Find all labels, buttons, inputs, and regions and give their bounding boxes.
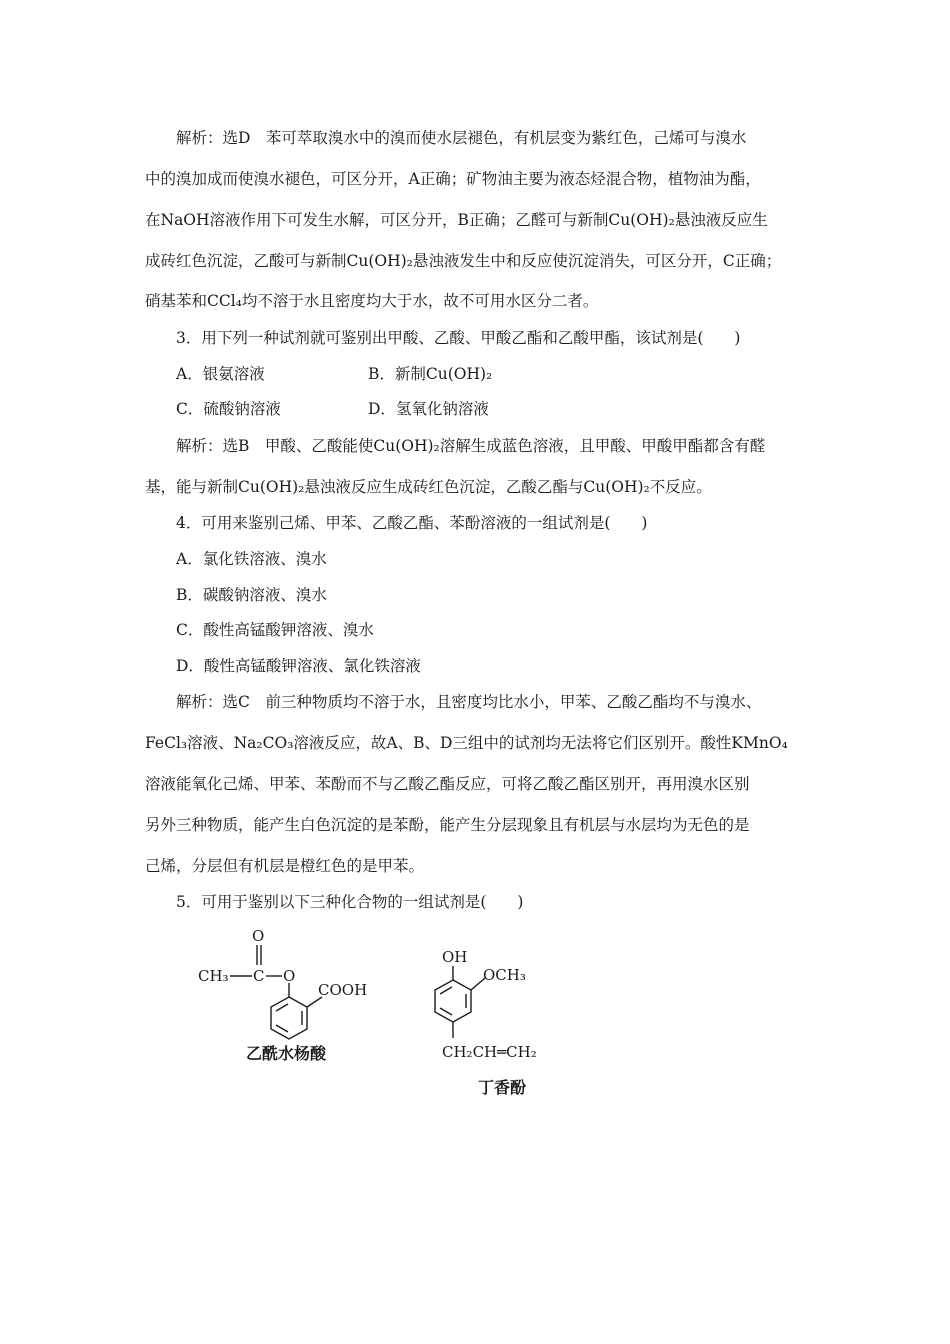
acetylsalicylic-acid-name: 乙酰水杨酸	[246, 1044, 327, 1063]
carboxyl-label: COOH	[318, 981, 368, 999]
analysis-q2-line-1: 解析：选D 苯可萃取溴水中的溴而使水层褪色，有机层变为紫红色，己烯可与溴水	[176, 129, 747, 147]
analysis-q2-line-4: 成砖红色沉淀，乙酸可与新制Cu(OH)₂悬浊液发生中和反应使沉淀消失，可区分开，C正确；	[145, 252, 782, 270]
analysis-q2-line-5: 硝基苯和CCl₄均不溶于水且密度均大于水，故不可用水区分二者。	[145, 292, 599, 310]
question-4-option-d: D．酸性高锰酸钾溶液、氯化铁溶液	[176, 657, 421, 675]
analysis-q4-line-1: 解析：选C 前三种物质均不溶于水，且密度均比水小，甲苯、乙酸乙酯均不与溴水、	[176, 693, 762, 711]
analysis-q2-line-3: 在NaOH溶液作用下可发生水解，可区分开，B正确；乙醛可与新制Cu(OH)₂悬浊液反应生	[145, 211, 768, 229]
question-4-stem: 4．可用来鉴别己烯、甲苯、乙酸乙酯、苯酚溶液的一组试剂是( )	[176, 514, 648, 532]
analysis-q4-line-2: FeCl₃溶液、Na₂CO₃溶液反应，故A、B、D三组中的试剂均无法将它们区别开。酸性KMnO₄	[145, 734, 788, 752]
question-4-option-b: B．碳酸钠溶液、溴水	[176, 586, 327, 604]
question-3-option-d: D．氢氧化钠溶液	[368, 400, 489, 418]
question-4-option-a: A．氯化铁溶液、溴水	[176, 550, 327, 568]
ester-o-label: O	[283, 967, 296, 985]
carbon-label: C	[253, 967, 265, 985]
carbonyl-o-label: O	[252, 927, 265, 945]
question-3-stem: 3．用下列一种试剂就可鉴别出甲酸、乙酸、甲酸乙酯和乙酸甲酯，该试剂是( )	[176, 329, 741, 347]
question-5-stem: 5．可用于鉴别以下三种化合物的一组试剂是( )	[176, 893, 524, 911]
question-4-option-c: C．酸性高锰酸钾溶液、溴水	[176, 621, 374, 639]
analysis-q4-line-4: 另外三种物质，能产生白色沉淀的是苯酚，能产生分层现象且有机层与水层均为无色的是	[145, 816, 750, 834]
eugenol-name: 丁香酚	[478, 1078, 527, 1097]
question-3-option-c: C．硫酸钠溶液	[176, 400, 281, 418]
question-3-option-b: B．新制Cu(OH)₂	[368, 365, 493, 383]
hydroxyl-label: OH	[442, 948, 468, 966]
analysis-q4-line-3: 溶液能氧化己烯、甲苯、苯酚而不与乙酸乙酯反应，可将乙酸乙酯区别开，再用溴水区别	[145, 775, 750, 793]
methoxy-label: OCH₃	[483, 966, 526, 984]
question-3-option-a: A．银氨溶液	[176, 365, 265, 383]
analysis-q3-line-1: 解析：选B 甲酸、乙酸能使Cu(OH)₂溶解生成蓝色溶液，且甲酸、甲酸甲酯都含有醛	[176, 437, 766, 455]
analysis-q2-line-2: 中的溴加成而使溴水褪色，可区分开，A正确；矿物油主要为液态烃混合物，植物油为酯，	[145, 170, 761, 188]
allyl-chain-label: CH₂CH═CH₂	[442, 1043, 537, 1061]
analysis-q3-line-2: 基，能与新制Cu(OH)₂悬浊液反应生成砖红色沉淀，乙酸乙酯与Cu(OH)₂不反应。	[145, 478, 712, 496]
methyl-label: CH₃	[198, 967, 229, 985]
eugenol-structure	[420, 940, 600, 1070]
analysis-q4-line-5: 己烯，分层但有机层是橙红色的是甲苯。	[145, 857, 425, 875]
